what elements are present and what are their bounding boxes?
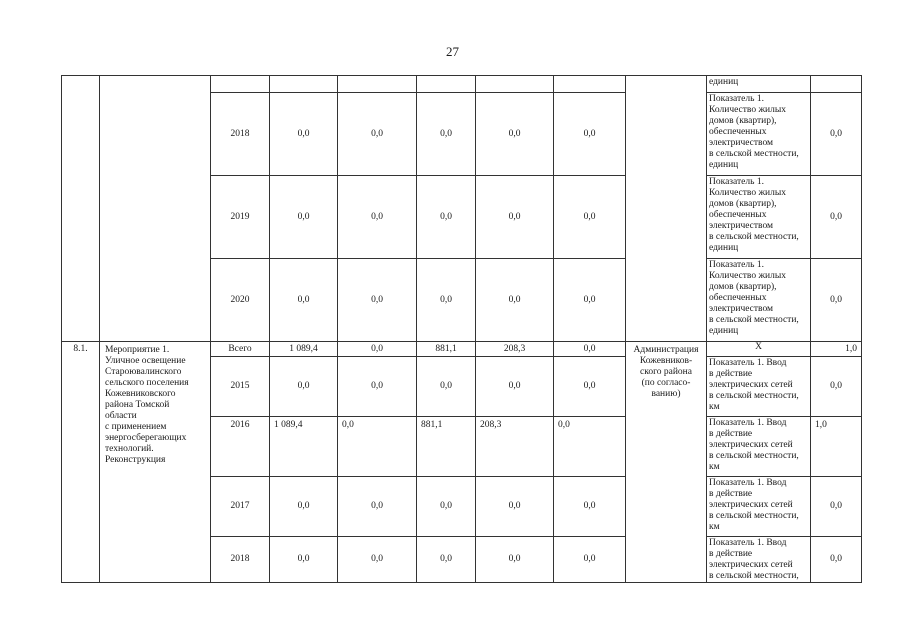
program-table bbox=[61, 75, 862, 583]
year-cell bbox=[211, 76, 270, 93]
indicator-text: Показатель 1. Ввод в действие электрических сетей в сельской местности, bbox=[709, 538, 799, 581]
indicator-value-cell: 0,0 bbox=[811, 176, 862, 259]
indicator-cell bbox=[707, 93, 811, 176]
indicator-text: Показатель 1. Количество жилых домов (квартир), обеспеченных электричеством в сельской местности, единиц bbox=[709, 260, 799, 336]
indicator-text: Показатель 1. Количество жилых домов (квартир), обеспеченных электричеством в сельской местности, единиц bbox=[709, 177, 799, 253]
indicator-value-cell: 1,0 bbox=[811, 342, 862, 357]
amount-cell: 0,0 bbox=[476, 93, 554, 176]
amount-cell: 0,0 bbox=[338, 93, 417, 176]
total-cell: 0,0 bbox=[270, 477, 338, 537]
event-name: Мероприятие 1. Уличное освещение Староювалинского сельского поселения Кожевниковского района Томской области с применением энергосберегающих технологий. Реконструкция bbox=[105, 345, 189, 465]
executor-cell-empty bbox=[626, 76, 707, 342]
indicator-cell bbox=[707, 357, 811, 417]
year-cell: 2017 bbox=[211, 477, 270, 537]
amount-cell: 0,0 bbox=[554, 417, 626, 477]
indicator-value-cell: 0,0 bbox=[811, 537, 862, 583]
amount-cell: 0,0 bbox=[476, 477, 554, 537]
indicator-cell bbox=[707, 417, 811, 477]
amount-cell: 0,0 bbox=[338, 357, 417, 417]
year-cell: Всего bbox=[211, 342, 270, 357]
amount-cell bbox=[554, 76, 626, 93]
amount-cell: 0,0 bbox=[338, 537, 417, 583]
indicator-text: Показатель 1. Ввод в действие электрических сетей в сельской местности, км bbox=[709, 418, 799, 472]
total-cell: 0,0 bbox=[270, 537, 338, 583]
indicator-cell: X bbox=[707, 342, 811, 357]
amount-cell: 0,0 bbox=[417, 537, 476, 583]
amount-cell: 0,0 bbox=[554, 477, 626, 537]
indicator-cell bbox=[707, 537, 811, 583]
indicator-text: Показатель 1. Ввод в действие электрических сетей в сельской местности, км bbox=[709, 358, 799, 412]
indicator-value-cell bbox=[811, 76, 862, 93]
amount-cell: 0,0 bbox=[476, 259, 554, 342]
amount-cell: 0,0 bbox=[476, 176, 554, 259]
indicator-cell bbox=[707, 176, 811, 259]
amount-cell: 0,0 bbox=[338, 259, 417, 342]
amount-cell bbox=[417, 76, 476, 93]
total-cell: 0,0 bbox=[270, 259, 338, 342]
indicator-value-cell: 0,0 bbox=[811, 477, 862, 537]
total-cell: 0,0 bbox=[270, 93, 338, 176]
event-name-cell bbox=[100, 342, 211, 583]
name-cell-empty bbox=[100, 76, 211, 342]
amount-cell: 0,0 bbox=[476, 537, 554, 583]
total-cell bbox=[270, 417, 338, 477]
amount-cell: 0,0 bbox=[338, 342, 417, 357]
amount-cell: 0,0 bbox=[554, 93, 626, 176]
year-cell: 2019 bbox=[211, 176, 270, 259]
amount-cell: 0,0 bbox=[476, 357, 554, 417]
indicator-value-cell: 0,0 bbox=[811, 259, 862, 342]
total-value: 1 089,4 bbox=[274, 420, 303, 430]
amount-cell: 0,0 bbox=[554, 176, 626, 259]
page-number: 27 bbox=[446, 44, 459, 59]
indicator-value-cell: 1,0 bbox=[811, 417, 862, 477]
amount-cell bbox=[476, 76, 554, 93]
total-cell: 0,0 bbox=[270, 176, 338, 259]
amount-cell bbox=[338, 76, 417, 93]
table-row bbox=[62, 342, 862, 357]
table-row bbox=[62, 76, 862, 93]
year-cell: 2015 bbox=[211, 357, 270, 417]
amount-cell: 0,0 bbox=[417, 93, 476, 176]
year-cell: 2020 bbox=[211, 259, 270, 342]
amount-cell: 0,0 bbox=[554, 259, 626, 342]
amount-cell: 0,0 bbox=[417, 259, 476, 342]
amount-cell: 208,3 bbox=[476, 417, 554, 477]
event-number-cell bbox=[62, 342, 100, 583]
year-cell: 2016 bbox=[211, 417, 270, 477]
total-cell: 0,0 bbox=[270, 357, 338, 417]
indicator-text: Показатель 1. Количество жилых домов (квартир), обеспеченных электричеством в сельской местности, единиц bbox=[709, 94, 799, 170]
amount-cell: 0,0 bbox=[417, 176, 476, 259]
event-number: 8.1. bbox=[73, 344, 88, 354]
amount-cell: 881,1 bbox=[417, 342, 476, 357]
executor-cell bbox=[626, 342, 707, 583]
amount-cell: 0,0 bbox=[554, 342, 626, 357]
indicator-cell bbox=[707, 259, 811, 342]
indicator-cell bbox=[707, 76, 811, 93]
amount-cell: 0,0 bbox=[417, 477, 476, 537]
total-cell: 1 089,4 bbox=[270, 342, 338, 357]
amount-cell: 0,0 bbox=[338, 176, 417, 259]
indicator-cell bbox=[707, 477, 811, 537]
amount-cell: 881,1 bbox=[417, 417, 476, 477]
amount-cell: 0,0 bbox=[338, 417, 417, 477]
executor-name: Администрация Кожевников- ского района (по согласо- ванию) bbox=[633, 345, 699, 399]
amount-cell: 0,0 bbox=[417, 357, 476, 417]
amount-cell: 0,0 bbox=[554, 357, 626, 417]
indicator-text: единиц bbox=[709, 77, 739, 87]
indicator-value-cell: 0,0 bbox=[811, 357, 862, 417]
indicator-text: Показатель 1. Ввод в действие электрических сетей в сельской местности, км bbox=[709, 478, 799, 532]
amount-cell: 208,3 bbox=[476, 342, 554, 357]
year-cell: 2018 bbox=[211, 93, 270, 176]
amount-cell: 0,0 bbox=[338, 477, 417, 537]
number-cell-empty bbox=[62, 76, 100, 342]
year-cell: 2018 bbox=[211, 537, 270, 583]
total-cell bbox=[270, 76, 338, 93]
amount-cell: 0,0 bbox=[554, 537, 626, 583]
indicator-value-cell: 0,0 bbox=[811, 93, 862, 176]
